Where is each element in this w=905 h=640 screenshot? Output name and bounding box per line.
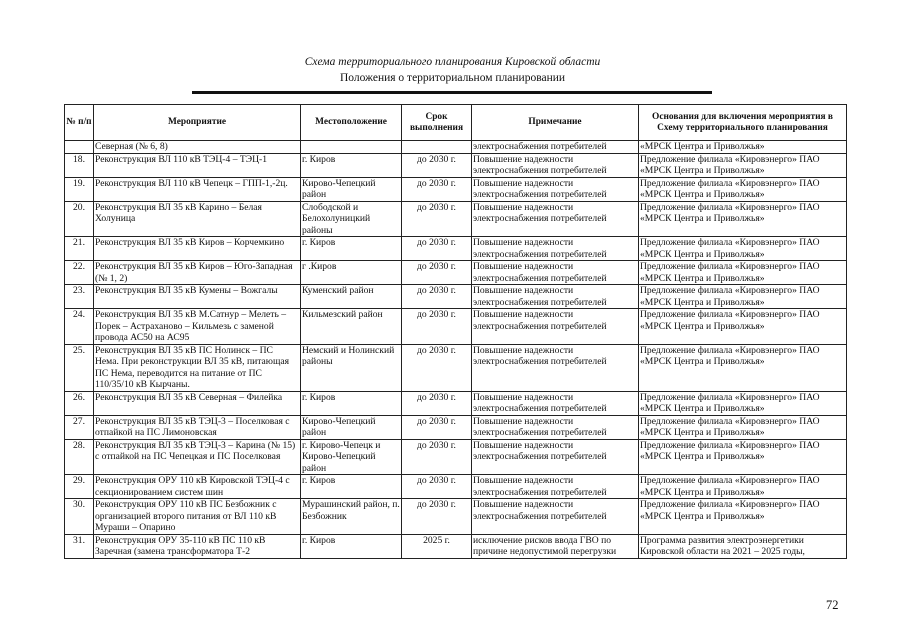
row-term: до 2030 г. [402, 344, 472, 391]
row-location: г. Киров [301, 237, 402, 261]
row-note: электроснабжения потребителей [472, 141, 639, 154]
row-location: Куменский район [301, 285, 402, 309]
row-note: Повышение надежности электроснабжения потребителей [472, 475, 639, 499]
row-event: Реконструкция ВЛ 35 кВ Кумены – Вожгалы [94, 285, 301, 309]
row-note: Повышение надежности электроснабжения потребителей [472, 439, 639, 475]
row-number: 27. [65, 415, 94, 439]
row-basis: Предложение филиала «Кировэнерго» ПАО «МРСК Центра и Приволжья» [639, 237, 847, 261]
row-location: г. Киров [301, 534, 402, 558]
row-number: 28. [65, 439, 94, 475]
row-basis: Предложение филиала «Кировэнерго» ПАО «МРСК Центра и Приволжья» [639, 499, 847, 535]
row-term: до 2030 г. [402, 499, 472, 535]
row-event: Реконструкция ВЛ 35 кВ ТЭЦ-3 – Поселковая с отпайкой на ПС Лимоновская [94, 415, 301, 439]
row-term: до 2030 г. [402, 309, 472, 345]
table-row [65, 153, 847, 177]
row-number: 18. [65, 153, 94, 177]
table-row [65, 309, 847, 345]
row-note: Повышение надежности электроснабжения потребителей [472, 153, 639, 177]
row-number: 26. [65, 391, 94, 415]
col-header-note: Примечание [472, 105, 639, 141]
row-note: Повышение надежности электроснабжения потребителей [472, 309, 639, 345]
row-basis: Предложение филиала «Кировэнерго» ПАО «МРСК Центра и Приволжья» [639, 309, 847, 345]
row-term: до 2030 г. [402, 285, 472, 309]
row-basis: Предложение филиала «Кировэнерго» ПАО «МРСК Центра и Приволжья» [639, 415, 847, 439]
row-term: до 2030 г. [402, 237, 472, 261]
row-event: Реконструкция ВЛ 110 кВ ТЭЦ-4 – ТЭЦ-1 [94, 153, 301, 177]
row-term: до 2030 г. [402, 261, 472, 285]
table-row [65, 285, 847, 309]
table-row [65, 141, 847, 154]
row-note: Повышение надежности электроснабжения потребителей [472, 499, 639, 535]
row-number: 31. [65, 534, 94, 558]
row-event: Реконструкция ВЛ 35 кВ Киров – Юго-Западная (№ 1, 2) [94, 261, 301, 285]
row-number: 29. [65, 475, 94, 499]
row-basis: Предложение филиала «Кировэнерго» ПАО «МРСК Центра и Приволжья» [639, 285, 847, 309]
row-note: Повышение надежности электроснабжения потребителей [472, 285, 639, 309]
row-term: до 2030 г. [402, 177, 472, 201]
col-header-term: Срок выполнения [402, 105, 472, 141]
row-location: Кильмезский район [301, 309, 402, 345]
row-event: Реконструкция ВЛ 35 кВ М.Сатнур – Мелеть – Порек – Астраханово – Кильмезь с заменой провода АС50 на АС95 [94, 309, 301, 345]
row-event: Реконструкция ВЛ 35 кВ Киров – Корчемкино [94, 237, 301, 261]
row-term: до 2030 г. [402, 439, 472, 475]
row-event: Реконструкция ВЛ 35 кВ Карино – Белая Холуница [94, 201, 301, 237]
row-basis: «МРСК Центра и Приволжья» [639, 141, 847, 154]
row-term: до 2030 г. [402, 201, 472, 237]
planning-table [64, 104, 847, 559]
row-basis: Предложение филиала «Кировэнерго» ПАО «МРСК Центра и Приволжья» [639, 391, 847, 415]
table-row [65, 475, 847, 499]
table-row [65, 344, 847, 391]
col-header-basis: Основания для включения мероприятия в Схему территориального планирования [639, 105, 847, 141]
row-location: Немский и Нолинский районы [301, 344, 402, 391]
row-term: до 2030 г. [402, 153, 472, 177]
row-term [402, 141, 472, 154]
row-note: Повышение надежности электроснабжения потребителей [472, 237, 639, 261]
row-basis: Предложение филиала «Кировэнерго» ПАО «МРСК Центра и Приволжья» [639, 177, 847, 201]
row-event: Северная (№ 6, 8) [94, 141, 301, 154]
row-note: Повышение надежности электроснабжения потребителей [472, 415, 639, 439]
row-number: 21. [65, 237, 94, 261]
col-header-number: № п/п [65, 105, 94, 141]
row-event: Реконструкция ОРУ 110 кВ Кировской ТЭЦ-4 с секционированием систем шин [94, 475, 301, 499]
table-row [65, 201, 847, 237]
row-event: Реконструкция ВЛ 35 кВ ТЭЦ-3 – Карина (№ 15) с отпайкой на ПС Чепецкая и ПС Поселковая [94, 439, 301, 475]
row-event: Реконструкция ОРУ 35-110 кВ ПС 110 кВ Заречная (замена трансформатора Т-2 [94, 534, 301, 558]
table-row [65, 261, 847, 285]
row-note: исключение рисков ввода ГВО по причине недопустимой перегрузки [472, 534, 639, 558]
row-number: 30. [65, 499, 94, 535]
table-row [65, 499, 847, 535]
row-number: 25. [65, 344, 94, 391]
row-location: Мурашинский район, п. Безбожник [301, 499, 402, 535]
row-event: Реконструкция ВЛ 35 кВ ПС Нолинск – ПС Нема. При реконструкции ВЛ 35 кВ, питающая ПС Нема, переводится на питание от ПС 110/35/10 кВ Кырчаны. [94, 344, 301, 391]
row-location: г. Кирово-Чепецк и Кирово-Чепецкий район [301, 439, 402, 475]
table-row [65, 439, 847, 475]
table-header-row [65, 105, 847, 141]
row-note: Повышение надежности электроснабжения потребителей [472, 391, 639, 415]
table-row [65, 177, 847, 201]
col-header-location: Местоположение [301, 105, 402, 141]
row-location: г. Киров [301, 475, 402, 499]
document-title: Схема территориального планирования Кировской области [304, 56, 601, 68]
table-row [65, 534, 847, 558]
row-location: г. Киров [301, 391, 402, 415]
row-location: Кирово-Чепецкий район [301, 415, 402, 439]
row-term: до 2030 г. [402, 415, 472, 439]
row-note: Повышение надежности электроснабжения потребителей [472, 344, 639, 391]
row-note: Повышение надежности электроснабжения потребителей [472, 201, 639, 237]
row-number [65, 141, 94, 154]
row-basis: Предложение филиала «Кировэнерго» ПАО «МРСК Центра и Приволжья» [639, 439, 847, 475]
row-event: Реконструкция ВЛ 35 кВ Северная – Филейка [94, 391, 301, 415]
row-number: 19. [65, 177, 94, 201]
row-number: 20. [65, 201, 94, 237]
row-basis: Предложение филиала «Кировэнерго» ПАО «МРСК Центра и Приволжья» [639, 201, 847, 237]
row-event: Реконструкция ВЛ 110 кВ Чепецк – ГПП-1,-2ц. [94, 177, 301, 201]
row-note: Повышение надежности электроснабжения потребителей [472, 177, 639, 201]
col-header-event: Мероприятие [94, 105, 301, 141]
header-divider [192, 91, 712, 94]
row-number: 22. [65, 261, 94, 285]
row-term: 2025 г. [402, 534, 472, 558]
row-number: 23. [65, 285, 94, 309]
row-basis: Предложение филиала «Кировэнерго» ПАО «МРСК Центра и Приволжья» [639, 344, 847, 391]
row-location: Кирово-Чепецкий район [301, 177, 402, 201]
row-location: Слободской и Белохолуницкий районы [301, 201, 402, 237]
row-number: 24. [65, 309, 94, 345]
table-row [65, 391, 847, 415]
section-title: Положения о территориальном планировании [339, 72, 566, 84]
row-basis: Предложение филиала «Кировэнерго» ПАО «МРСК Центра и Приволжья» [639, 475, 847, 499]
table-row [65, 237, 847, 261]
row-note: Повышение надежности электроснабжения потребителей [472, 261, 639, 285]
page-number: 72 [826, 598, 839, 612]
row-location [301, 141, 402, 154]
row-location: г .Киров [301, 261, 402, 285]
row-location: г. Киров [301, 153, 402, 177]
table-row [65, 415, 847, 439]
row-basis: Предложение филиала «Кировэнерго» ПАО «МРСК Центра и Приволжья» [639, 153, 847, 177]
row-basis: Предложение филиала «Кировэнерго» ПАО «МРСК Центра и Приволжья» [639, 261, 847, 285]
row-event: Реконструкция ОРУ 110 кВ ПС Безбожник с организацией второго питания от ВЛ 110 кВ Мураши – Опарино [94, 499, 301, 535]
row-term: до 2030 г. [402, 475, 472, 499]
row-basis: Программа развития электроэнергетики Кировской области на 2021 – 2025 годы, [639, 534, 847, 558]
row-term: до 2030 г. [402, 391, 472, 415]
